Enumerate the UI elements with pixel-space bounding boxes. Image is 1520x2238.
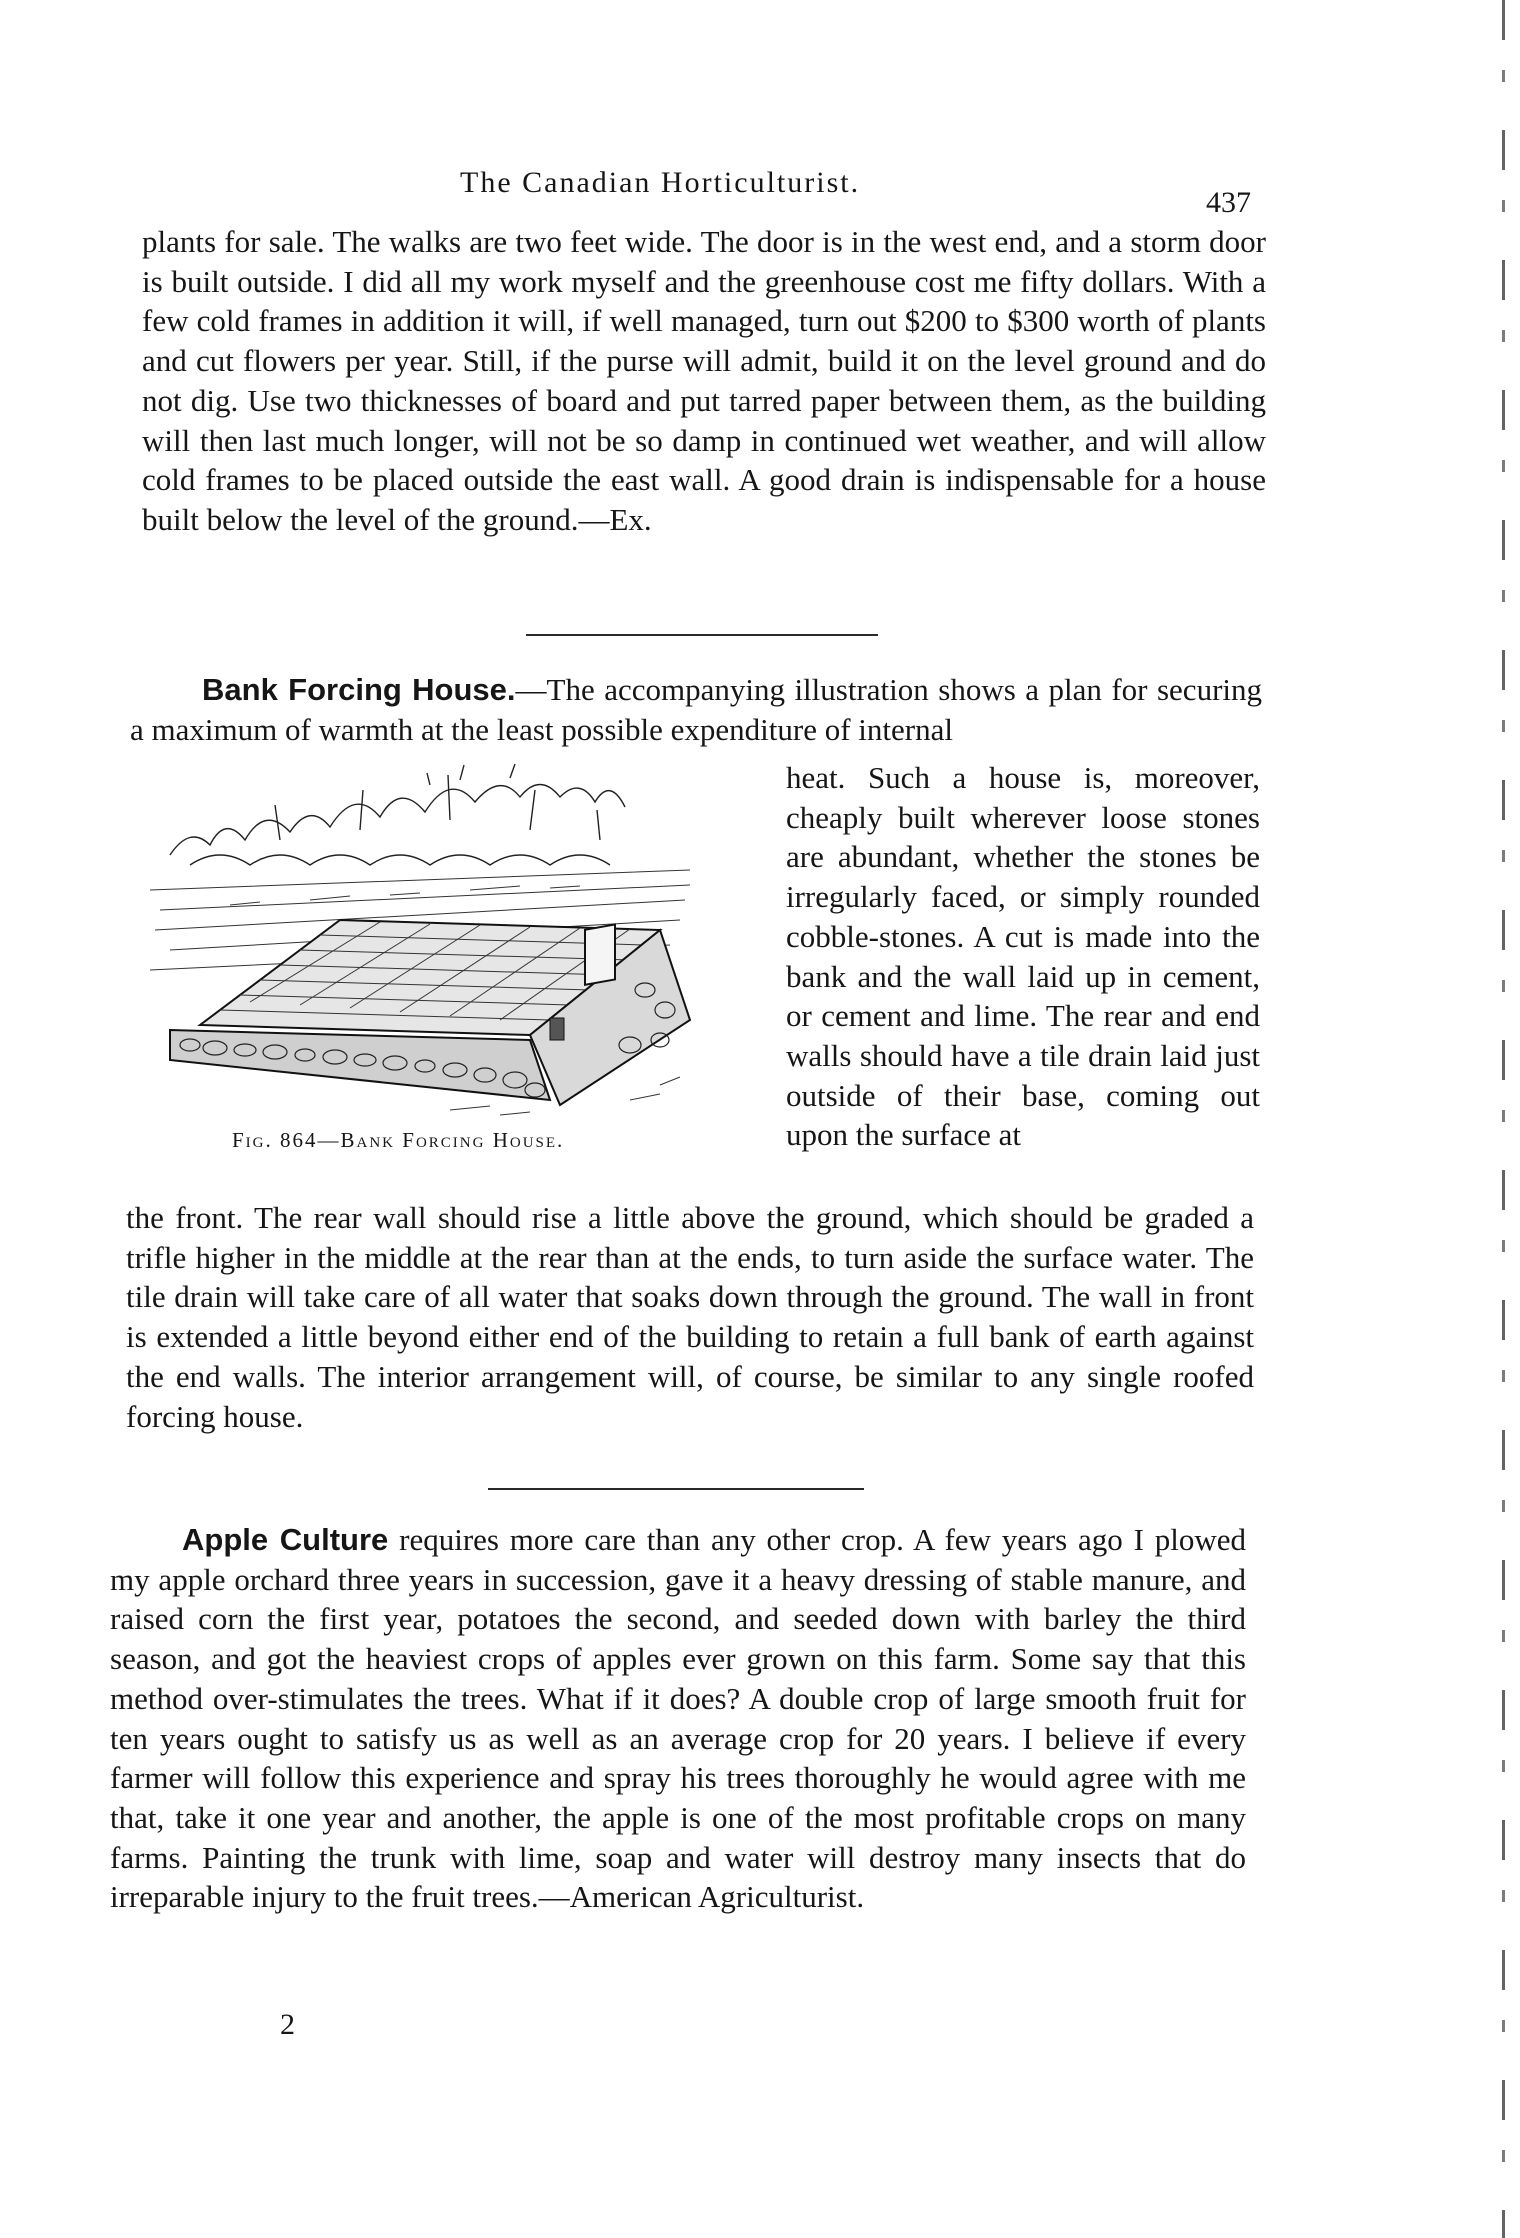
apple-culture-text: requires more care than any other crop. A few years ago I plowed my apple orchard three years in succession, gave it a heavy dressing of stable manure, and raised corn the first year, potatoes the second, and seeded down with barley the third season, and got the heaviest crops of apples ever grown on this farm. Some say that this method over-stimulates the trees. What if it does? A double crop of large smooth fruit for ten years ought to satisfy us as well as an average crop for 20 years. I believe if every farmer will follow this experience and spray his trees thoroughly he would agree with me that, take it one year and another, the apple is one of the most profitable crops on many farms. Painting the trunk with lime, soap and water will destroy many insects that do irreparable injury to the fruit trees.—American Agriculturist. [110, 1522, 1247, 1915]
section-heading-bank-forcing-house: Bank Forcing House. [202, 672, 516, 707]
section-divider [488, 1488, 864, 1490]
paragraph-greenhouse: plants for sale. The walks are two feet wide. The door is in the west end, and a storm door is built outside. I did all my work myself and the greenhouse cost me fifty dollars. With a few cold frames in addition it will, if well managed, turn out $200 to $300 worth of plants and cut flowers per year. Still, if the purse will admit, build it on the level ground and do not dig. Use two thicknesses of board and put tarred paper between them, as the building will then last much longer, will not be so damp in continued wet weather, and will allow cold frames to be placed outside the east wall. A good drain is indispensable for a house built below the level of the ground.—Ex. [142, 224, 1266, 537]
stone-wall [170, 1030, 550, 1100]
section-heading-apple-culture: Apple Culture [182, 1522, 389, 1557]
foliage [170, 764, 625, 865]
scan-edge [1502, 0, 1505, 2238]
bank-forcing-intro [130, 670, 1262, 749]
bank-forcing-side-text: heat. Such a house is, moreover, cheaply built wherever loose stones are abundant, whether the stones be irregularly faced, or simply rounded cobble-stones. A cut is made into the bank and the wall laid up in cement, or cement and lime. The rear and end walls should have a tile drain laid just outside of their base, coming out upon the surface at [786, 760, 1260, 1153]
section-divider [526, 634, 878, 636]
bank-forcing-continued: the front. The rear wall should rise a little above the ground, which should be graded a trifle higher in the middle at the rear than at the ends, to turn aside the surface water. The tile drain will take care of all water that soaks down through the ground. The wall in front is extended a little beyond either end of the building to retain a full bank of earth against the end walls. The interior arrangement will, of course, be similar to any single roofed forcing house. [126, 1200, 1254, 1434]
bank-forcing-house-illustration [130, 760, 750, 1132]
signature-mark: 2 [280, 2008, 295, 2041]
figure-caption: Fig. 864—Bank Forcing House. [232, 1128, 565, 1152]
apple-culture-paragraph [110, 1520, 1246, 1917]
bank-intro-text: —The accompanying illustration shows a plan for securing a maximum of warmth at the least possible expenditure of internal [130, 672, 1262, 747]
page-number: 437 [1206, 186, 1251, 219]
running-title: The Canadian Horticulturist. [460, 166, 861, 199]
